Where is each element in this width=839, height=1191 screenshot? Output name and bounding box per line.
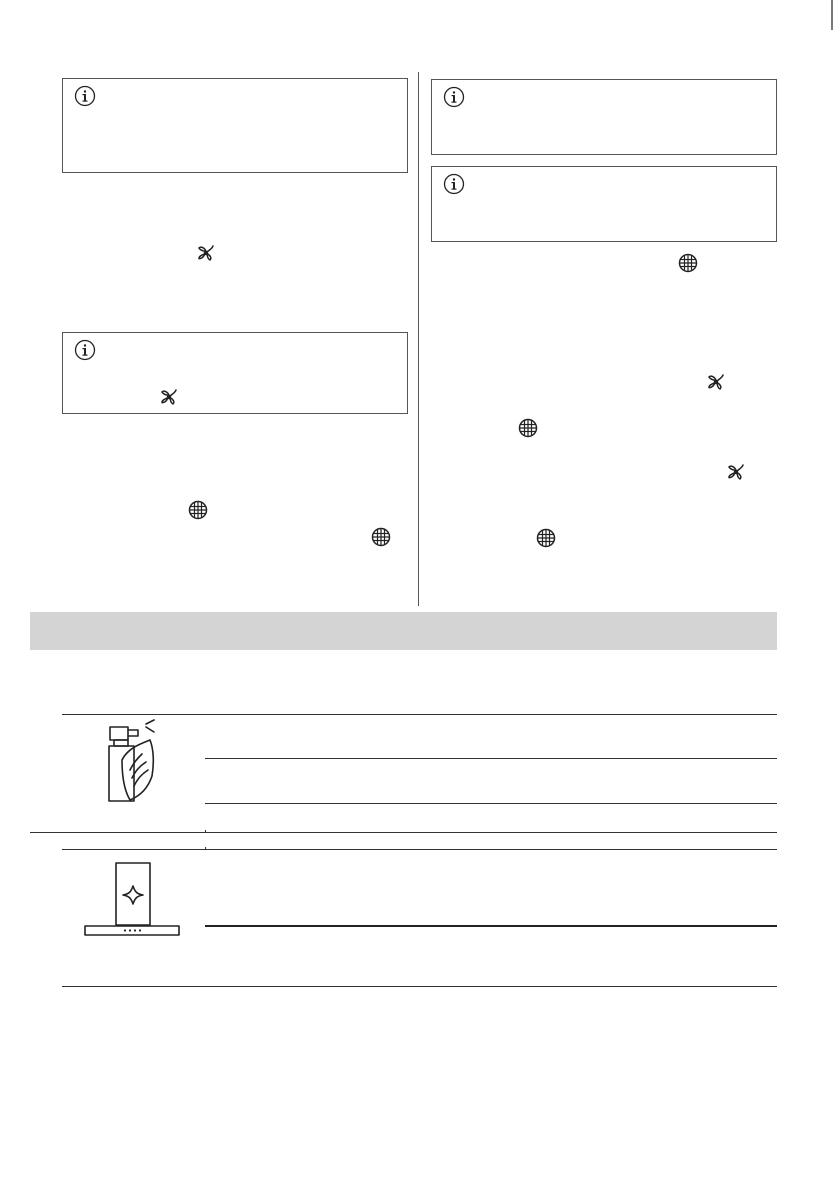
table-rule bbox=[30, 832, 777, 833]
info-icon bbox=[443, 173, 465, 195]
grease-filter-icon bbox=[188, 500, 208, 520]
fan-icon bbox=[726, 462, 746, 482]
info-note-box bbox=[431, 79, 777, 155]
section-header-bar bbox=[30, 612, 777, 650]
table-rule bbox=[205, 925, 777, 927]
info-icon bbox=[74, 339, 96, 361]
grease-filter-icon bbox=[536, 528, 556, 548]
grease-filter-icon bbox=[518, 418, 538, 438]
table-rule bbox=[205, 803, 777, 804]
table-rule bbox=[62, 849, 777, 850]
table-rule bbox=[62, 714, 777, 715]
fan-icon bbox=[706, 372, 726, 392]
info-icon bbox=[443, 86, 465, 108]
fan-icon bbox=[159, 387, 179, 407]
fan-icon bbox=[196, 243, 216, 263]
info-icon bbox=[74, 85, 96, 107]
info-note-box bbox=[62, 332, 408, 414]
corner-mark bbox=[812, 0, 839, 32]
grease-filter-icon bbox=[678, 253, 698, 273]
table-rule bbox=[205, 758, 777, 759]
table-tick bbox=[205, 830, 206, 833]
spray-and-cloth-icon bbox=[100, 718, 160, 804]
cooker-hood-sparkle-icon bbox=[84, 862, 182, 938]
info-note-box bbox=[431, 166, 777, 242]
column-divider bbox=[418, 72, 419, 606]
grease-filter-icon bbox=[371, 527, 391, 547]
table-rule bbox=[62, 986, 777, 987]
info-note-box bbox=[62, 78, 408, 173]
table-tick bbox=[205, 847, 206, 850]
